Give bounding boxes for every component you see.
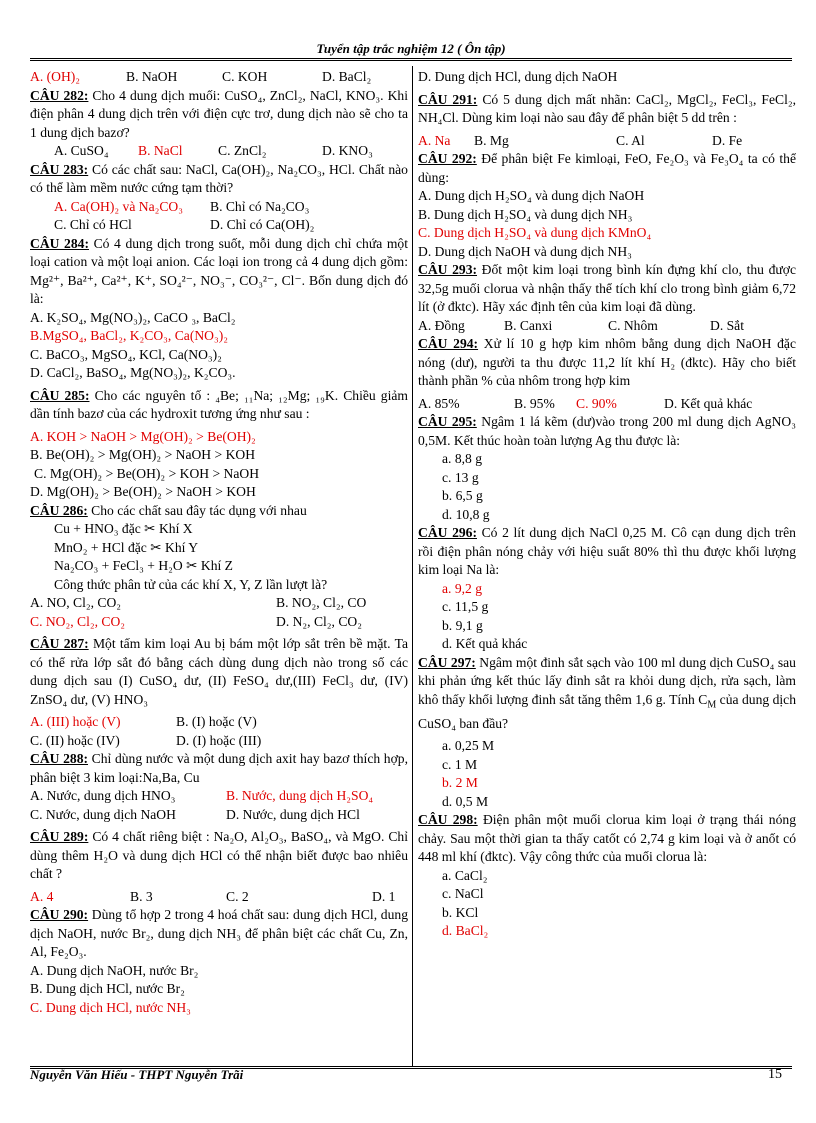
option-d: D. N₂, Cl₂, CO₂	[276, 613, 362, 629]
option-a: A. CuSO₄	[54, 143, 109, 158]
answer-row	[418, 317, 796, 336]
option-c: c. 11,5 g	[442, 599, 489, 614]
option-b: B. NaOH	[126, 69, 178, 84]
option-a: a. 0,25 M	[442, 738, 495, 754]
question-text: Ngâm một đinh sắt sạch vào 100 ml dung dịch CuSO₄ sau khi phản ứng kết thúc lấy đinh sắt ra khỏi dung dịch, rửa sạch, làm khô thấy khối lượng đinh sắt tăng thêm 1,6 g. Tính C	[418, 654, 796, 707]
question-text: Cho các chất sau đây tác dụng với nhau	[87, 502, 307, 518]
answer-row	[30, 888, 408, 907]
question-291	[418, 91, 796, 128]
option-d: D. KNO₃	[322, 143, 373, 158]
column-divider	[412, 66, 413, 1066]
option-d: d. Kết quả khác	[442, 636, 528, 651]
option-b: B. Canxi	[504, 317, 553, 333]
question-number: CÂU 293:	[418, 262, 478, 277]
option-a: A. Dung dịch H₂SO₄ và dung dịch NaOH	[418, 188, 645, 203]
question-text: Có 4 chất riêng biệt : Na₂O, Al₂O₃, BaSO₄, và MgO. Chỉ dùng thêm H₂O và dung dịch HCl có thể nhận biết được bao nhiêu chất ?	[30, 829, 408, 881]
question-number: CÂU 294:	[418, 336, 479, 351]
option-d: D. Kết quả khác	[664, 395, 753, 411]
question-285	[30, 387, 408, 424]
question-296	[418, 524, 796, 580]
question-number: CÂU 286:	[30, 502, 88, 518]
option-c: C. Dung dịch H₂SO₄ và dung dịch KMnO₄	[418, 225, 652, 240]
option-a: A. (III) hoặc (V)	[30, 714, 121, 729]
option-a: A. Na	[418, 132, 451, 148]
option-c: c. 13 g	[442, 469, 479, 485]
option-c: C. Al	[616, 132, 645, 148]
option-c: C. ZnCl₂	[218, 143, 267, 158]
option-a: A. NO, Cl₂, CO₂	[30, 595, 122, 610]
option-d: D. Nước, dung dịch HCl	[226, 806, 360, 822]
option-d: D. (I) hoặc (III)	[176, 732, 262, 748]
option-a: a. 8,8 g	[442, 451, 483, 466]
option-b: b. 9,1 g	[442, 617, 483, 633]
option-d: d. BaCl₂	[442, 923, 489, 939]
option-b: B. NO₂, Cl₂, CO	[276, 595, 367, 610]
option-c: C. BaCO₃, MgSO₄, KCl, Ca(NO₃)₂	[30, 346, 222, 362]
question-text: Có các chất sau: NaCl, Ca(OH)₂, Na₂CO₃, HCl. Chất nào có thể làm mềm nước cứng tạm thời?	[30, 161, 408, 195]
option-b: b. 6,5 g	[442, 488, 483, 503]
option-a: a. CaCl₂	[442, 867, 488, 883]
option-d: d. 0,5 M	[442, 793, 489, 809]
option-d: D. 1	[372, 888, 396, 904]
answer-row	[30, 216, 408, 235]
option-c: C. NO₂, Cl₂, CO₂	[30, 613, 126, 629]
answer-row	[30, 787, 408, 806]
question-text: Cho 4 dung dịch muối: CuSO₄, ZnCl₂, NaCl, KNO₃. Khi điện phân 4 dung dịch trên với điện cực trơ, dung dịch nào sẽ cho ta 1 dung dịch bazơ?	[30, 87, 408, 140]
reaction-y: MnO₂ + HCl đặc ✂ Khí Y	[54, 539, 199, 555]
question-text: Xử lí 10 g hợp kim nhôm bằng dung dịch NaOH đặc nóng (dư), người ta thu được 11,2 lít khí H₂ (đktc). Hãy cho biết thành phần % của nhôm trong hợp kim	[418, 336, 796, 388]
question-text: của dung dịch CuSO₄ ban đầu?	[418, 691, 797, 731]
question-text: Dùng tổ hợp 2 trong 4 hoá chất sau: dung dịch HCl, dung dịch NaOH, nước Br₂, dung dịch NH₃ để phân biệt các chất Cu, Zn, Al, Fe₂O₃.	[30, 907, 408, 959]
answer-row	[30, 68, 408, 87]
option-d: D. Sắt	[710, 317, 744, 333]
question-text: Chỉ dùng nước và một dung dịch axit hay bazơ thích hợp, phân biệt 3 kim loại:Na,Ba, Cu	[30, 751, 408, 785]
answer-row	[418, 395, 796, 414]
question-text: Có 5 dung dịch mất nhãn: CaCl₂, MgCl₂, FeCl₃, FeCl₂, NH₄Cl. Dùng kim loại nào sau đây để phân biệt 5 dd trên :	[418, 91, 796, 125]
option-a: A. 85%	[418, 395, 460, 411]
option-a: A. (OH)₂	[30, 69, 81, 84]
question-283	[30, 161, 408, 198]
option-c: C. Nước, dung dịch NaOH	[30, 806, 176, 822]
question-text: Điện phân một muối clorua kim loại ở trạng thái nóng chảy. Sau một thời gian ta thấy catốt có 2,74 g kim loại và ở anốt có 448 ml khí (đktc). Vậy công thức của muối clorua là:	[418, 812, 796, 865]
question-text: Có 4 dung dịch trong suốt, mỗi dung dịch chỉ chứa một loại cation và một loại anion. Các loại ion trong cả 4 dung dịch gồm: Mg²⁺, Ba²⁺, Ca²⁺, K⁺, SO₄²⁻, NO₃⁻, CO₃²⁻, Cl⁻. Bốn dung dịch đó là:	[30, 235, 408, 306]
option-c: C. (II) hoặc (IV)	[30, 732, 120, 748]
answer-row	[30, 198, 408, 217]
answer-row	[30, 732, 408, 751]
question-number: CÂU 287:	[30, 636, 89, 651]
option-c: c. NaCl	[442, 886, 484, 902]
option-a: a. 9,2 g	[442, 580, 483, 596]
option-c: C. Nhôm	[608, 317, 658, 333]
option-c: c. 1 M	[442, 756, 478, 772]
option-b: B. 95%	[514, 395, 555, 411]
answer-row	[30, 713, 408, 732]
question-number: CÂU 295:	[418, 414, 477, 429]
answer-row	[30, 142, 408, 161]
question-number: CÂU 292:	[418, 151, 477, 166]
question-number: CÂU 285:	[30, 387, 90, 403]
question-287	[30, 635, 408, 709]
question-number: CÂU 291:	[418, 91, 478, 107]
question-number: CÂU 289:	[30, 829, 89, 844]
option-c: C. Mg(OH)₂ > Be(OH)₂ > KOH > NaOH	[34, 465, 260, 481]
question-number: CÂU 297:	[418, 654, 476, 670]
option-b: B. 3	[130, 888, 153, 904]
option-c: C. Dung dịch HCl, nước NH₃	[30, 999, 191, 1015]
option-a: A. Ca(OH)₂ và Na₂CO₃	[54, 198, 183, 214]
option-b: b. 2 M	[442, 775, 478, 791]
option-d: d. 10,8 g	[442, 506, 490, 522]
option-d: D. Mg(OH)₂ > Be(OH)₂ > NaOH > KOH	[30, 484, 256, 499]
question-293	[418, 261, 796, 317]
option-b: B. Dung dịch HCl, nước Br₂	[30, 981, 185, 996]
option-b: b. KCl	[442, 904, 479, 920]
question-number: CÂU 283:	[30, 161, 89, 177]
question-289	[30, 828, 408, 884]
question-number: CÂU 284:	[30, 235, 89, 251]
option-c: C. Chỉ có HCl	[54, 217, 132, 232]
option-a: A. Nước, dung dịch HNO₃	[30, 788, 176, 803]
header-rule	[30, 58, 792, 61]
option-a: A. Đồng	[418, 317, 465, 333]
option-b: B. NaCl	[138, 143, 183, 158]
option-b: B. Chỉ có Na₂CO₃	[210, 198, 310, 214]
option-b: B.MgSO₄, BaCl₂, K₂CO₃, Ca(NO₃)₂	[30, 328, 228, 343]
right-column	[418, 68, 796, 941]
page-number: 15	[768, 1067, 782, 1082]
answer-row	[30, 594, 408, 613]
question-number: CÂU 282:	[30, 87, 89, 103]
question-282	[30, 87, 408, 143]
option-a: A. KOH > NaOH > Mg(OH)₂ > Be(OH)₂	[30, 428, 256, 444]
option-c: C. 90%	[576, 395, 617, 411]
option-a: A. 4	[30, 888, 54, 904]
question-286	[30, 502, 408, 521]
option-d: D. BaCl₂	[322, 69, 372, 84]
answer-row	[418, 132, 796, 151]
question-text: Có 2 lít dung dịch NaCl 0,25 M. Cô cạn dung dịch trên rồi điện phân nóng chảy với hiệu suất 80% thì thu được khối lượng kim loại Na là:	[418, 525, 796, 577]
question-297	[418, 654, 796, 734]
option-b: B. Dung dịch H₂SO₄ và dung dịch NH₃	[418, 206, 633, 222]
question-292	[418, 150, 796, 187]
question-288	[30, 750, 408, 787]
option-d: D. Dung dịch HCl, dung dịch NaOH	[418, 69, 618, 84]
subscript: M	[707, 699, 717, 711]
page-header: Tuyển tập trắc nghiệm 12 ( Ôn tập)	[316, 41, 506, 56]
question-text: Cho các nguyên tố : ₄Be; ₁₁Na; ₁₂Mg; ₁₉K. Chiều giảm dần tính bazơ của các hydroxit tương ứng như sau :	[30, 387, 408, 421]
question-prompt: Công thức phân tử của các khí X, Y, Z lần lượt là?	[54, 576, 328, 592]
option-c: C. KOH	[222, 69, 268, 84]
option-c: C. 2	[226, 888, 249, 904]
footer-author: Nguyễn Văn Hiếu - THPT Nguyễn Trãi	[30, 1067, 244, 1082]
question-number: CÂU 298:	[418, 812, 478, 828]
option-b: B. Nước, dung dịch H₂SO₄	[226, 788, 374, 803]
question-290	[30, 906, 408, 962]
reaction-z: Na₂CO₃ + FeCl₃ + H₂O ✂ Khí Z	[54, 558, 233, 573]
answer-row	[30, 806, 408, 825]
question-295	[418, 413, 796, 450]
question-text: Đốt một kim loại trong bình kín đựng khí clo, thu được 32,5g muối clorua và nhận thấy thể tích khí clo trong bình giảm 6,72 lít (ở đktc). Hãy xác định tên của kim loại đã dùng.	[418, 262, 796, 314]
question-number: CÂU 290:	[30, 907, 89, 922]
option-d: D. Chỉ có Ca(OH)₂	[210, 217, 315, 232]
option-b: B. Be(OH)₂ > Mg(OH)₂ > NaOH > KOH	[30, 447, 256, 462]
question-number: CÂU 288:	[30, 751, 89, 766]
question-number: CÂU 296:	[418, 525, 477, 540]
option-a: A. K₂SO₄, Mg(NO₃)₂, CaCO ₃, BaCl₂	[30, 309, 236, 325]
question-text: Để phân biệt Fe kimloại, FeO, Fe₂O₃ và Fe₃O₄ ta có thể dùng:	[418, 151, 796, 185]
question-text: Một tấm kim loại Au bị bám một lớp sắt trên bề mặt. Ta có thể rửa lớp sắt đó bằng cách dùng dung dịch nào trong số các dung dịch sau (I) CuSO₄ dư, (II) FeSO₄ dư,(III) FeCl₃ dư, (IV) ZnSO₄ dư, (V) HNO₃	[30, 636, 408, 707]
answer-row	[30, 613, 408, 632]
left-column	[30, 68, 408, 1017]
option-d: D. CaCl₂, BaSO₄, Mg(NO₃)₂, K₂CO₃.	[30, 365, 236, 380]
question-text: Ngâm 1 lá kẽm (dư)vào trong 200 ml dung dịch AgNO₃ 0,5M. Kết thúc hoàn toàn lượng Ag thu được là:	[418, 414, 796, 448]
reaction-x: Cu + HNO₃ đặc ✂ Khí X	[54, 521, 193, 536]
question-284	[30, 235, 408, 309]
option-d: D. Fe	[712, 132, 743, 148]
question-294	[418, 335, 796, 391]
question-298	[418, 811, 796, 867]
option-b: B. Mg	[474, 132, 509, 148]
option-d: D. Dung dịch NaOH và dung dịch NH₃	[418, 243, 632, 259]
option-a: A. Dung dịch NaOH, nước Br₂	[30, 962, 199, 978]
option-b: B. (I) hoặc (V)	[176, 714, 257, 729]
